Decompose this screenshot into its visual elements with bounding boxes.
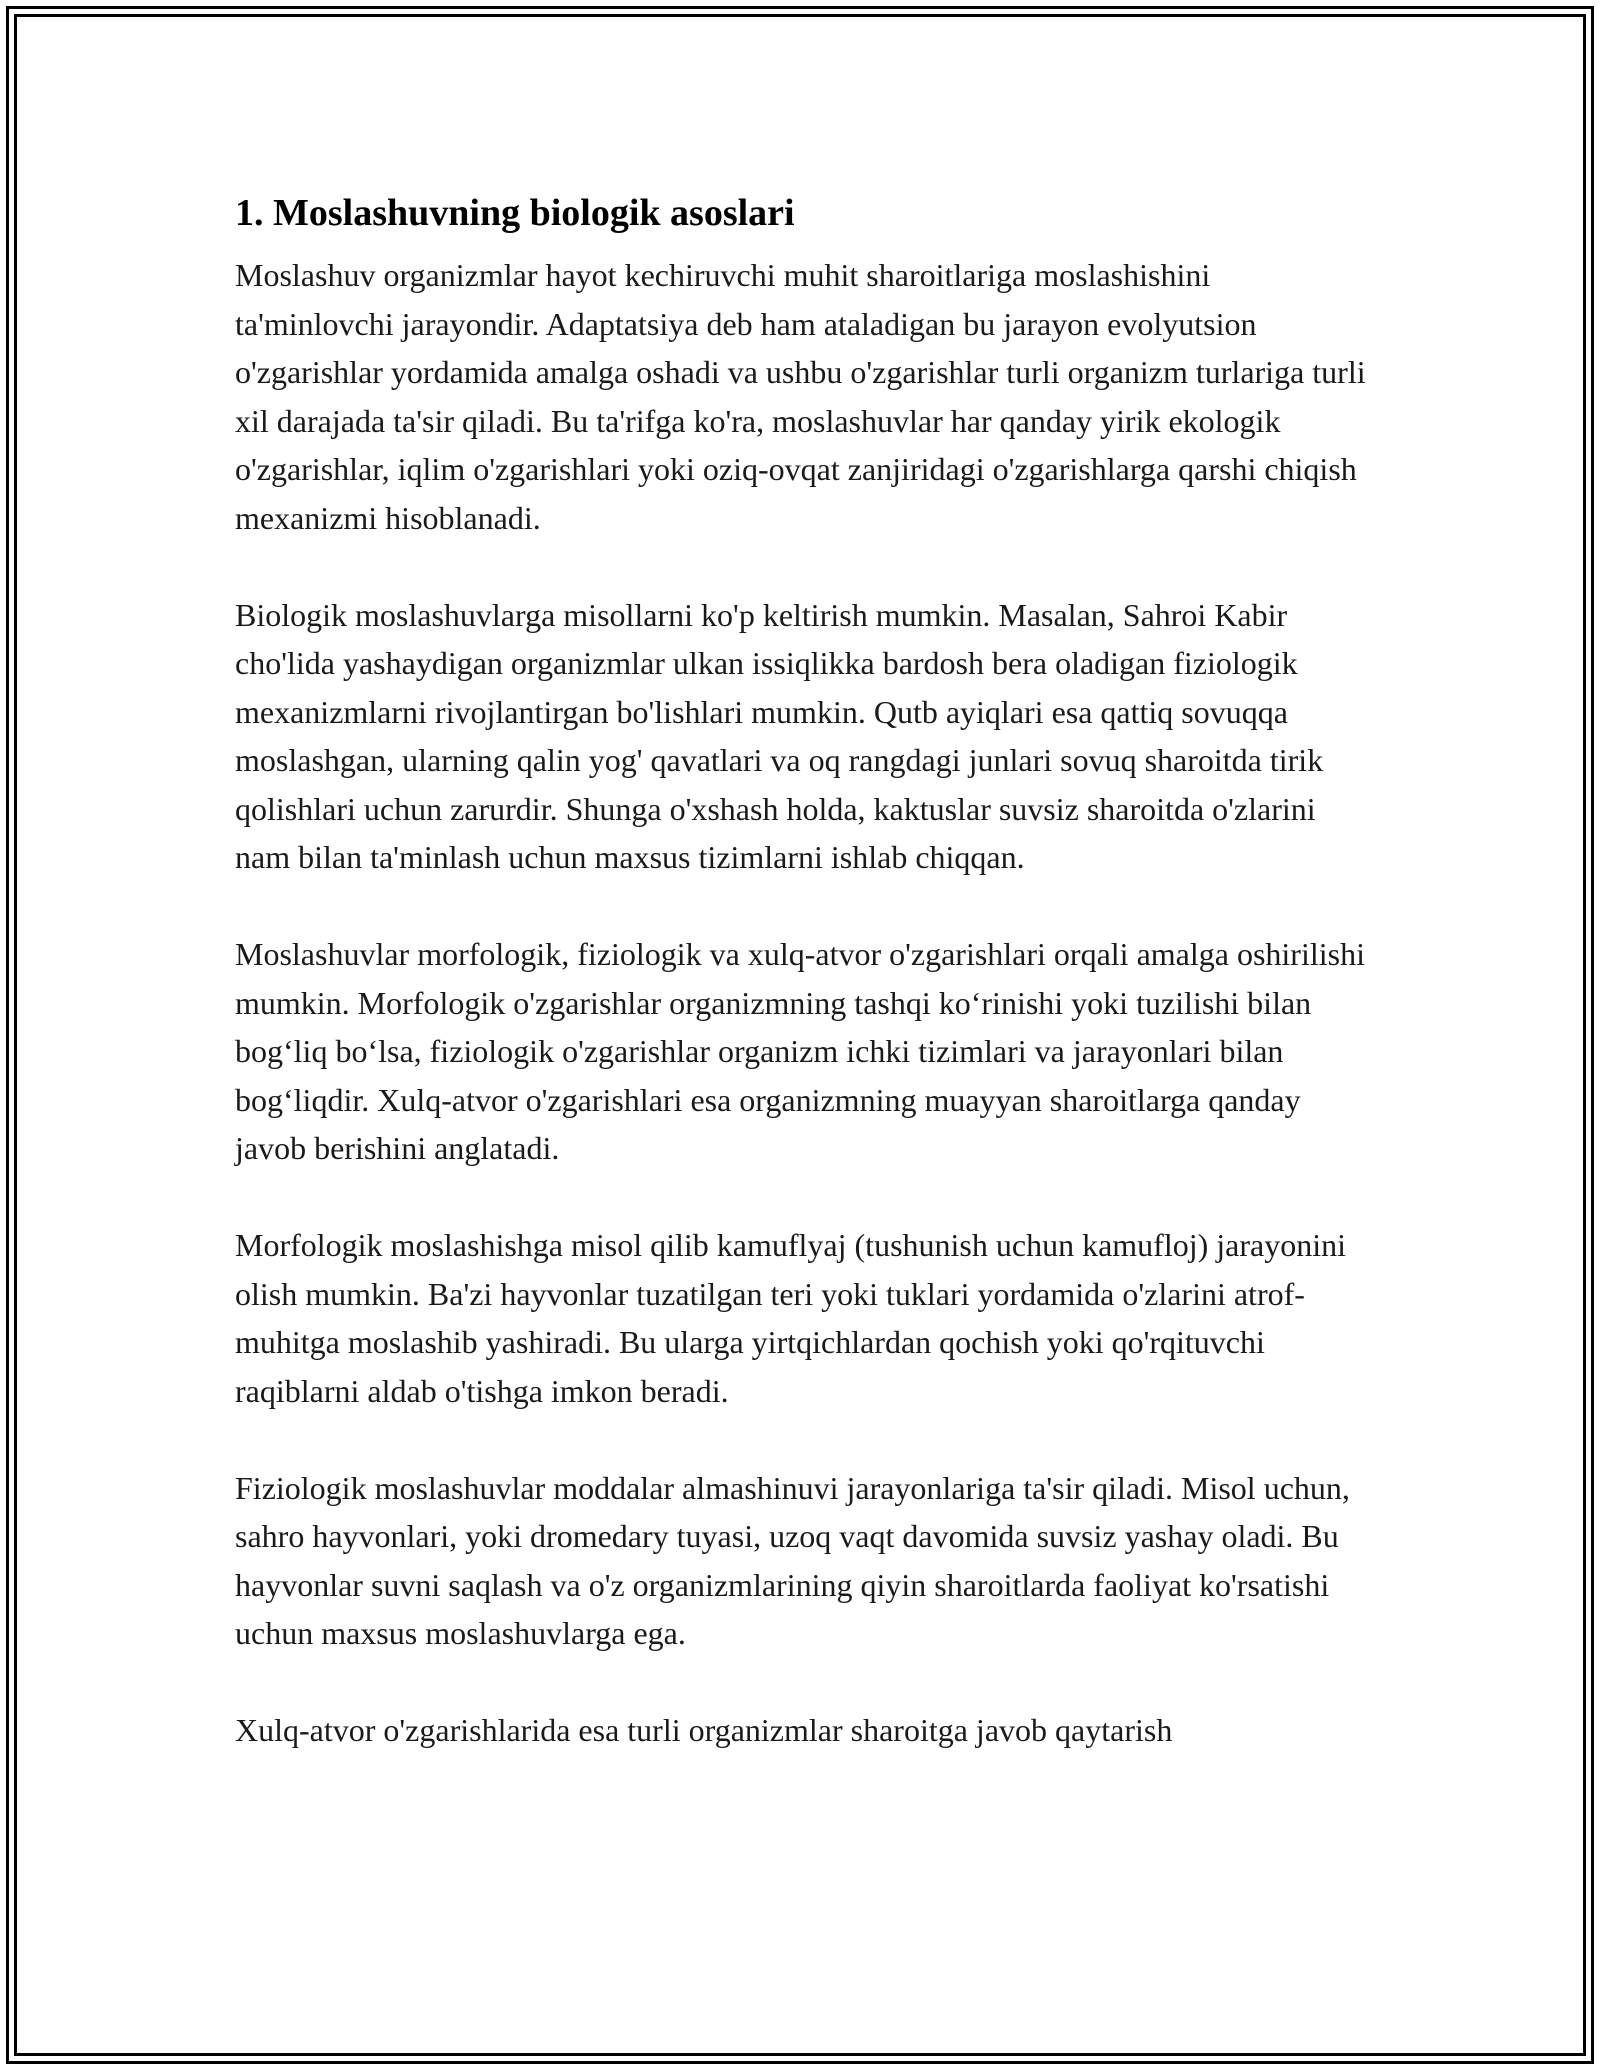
paragraph-types: Moslashuvlar morfologik, fiziologik va xulq-atvor o'zgarishlari orqali amalga oshirilishi mumkin. Morfologik o'zgarishlar organizmning tashqi ko‘rinishi yoki tuzilishi bilan bog‘liq bo‘lsa, fiziologik o'zgarishlar organizm ichki tizimlari va jarayonlari bilan bog‘liqdir. Xulq-atvor o'zgarishlari esa organizmning muayyan sharoitlarga qanday javob berishini anglatadi. — [235, 936, 1365, 1166]
paragraph-physiological: Fiziologik moslashuvlar moddalar almashinuvi jarayonlariga ta'sir qiladi. Misol uchun, sahro hayvonlari, yoki dromedary tuyasi, uzoq vaqt davomida suvsiz yashay oladi. Bu hayvonlar suvni saqlash va o'z organizmlarining qiyin sharoitlarda faoliyat ko'rsatishi uchun maxsus moslashuvlarga ega. — [235, 1469, 1350, 1651]
section-heading: 1. Moslashuvning biologik asoslari — [235, 192, 795, 234]
paragraph-behavioral: Xulq-atvor o'zgarishlarida esa turli organizmlar sharoitga javob qaytarish — [235, 1712, 1173, 1748]
paragraph-examples: Biologik moslashuvlarga misollarni ko'p keltirish mumkin. Masalan, Sahroi Kabir cho'lida yashaydigan organizmlar ulkan issiqlikka bardosh bera oladigan fiziologik mexanizmlarni rivojlantirgan bo'lishlari mumkin. Qutb ayiqlari esa qattiq sovuqqa moslashgan, ularning qalin yog' qavatlari va oq rangdagi junlari sovuq sharoitda tirik qolishlari uchun zarurdir. Shunga o'xshash holda, kaktuslar suvsiz sharoitda o'zlarini nam bilan ta'minlash uchun maxsus tizimlarni ishlab chiqqan. — [235, 596, 1324, 875]
document-body — [235, 183, 1375, 1803]
paragraph-definition: Moslashuv organizmlar hayot kechiruvchi muhit sharoitlariga moslashishini ta'minlovchi jarayondir. Adaptatsiya deb ham ataladigan bu jarayon evolyutsion o'zgarishlar yordamida amalga oshadi va ushbu o'zgarishlar turli organizm turlariga turli xil darajada ta'sir qiladi. Bu ta'rifga ko'ra, moslashuvlar har qanday yirik ekologik o'zgarishlar, iqlim o'zgarishlari yoki oziq-ovqat zanjiridagi o'zgarishlarga qarshi chiqish mexanizmi hisoblanadi. — [235, 257, 1366, 536]
paragraph-morphological: Morfologik moslashishga misol qilib kamuflyaj (tushunish uchun kamufloj) jarayonini olish mumkin. Ba'zi hayvonlar tuzatilgan teri yoki tuklari yordamida o'zlarini atrof-muhitga moslashib yashiradi. Bu ularga yirtqichlardan qochish yoki qo'rqituvchi raqiblarni aldab o'tishga imkon beradi. — [235, 1227, 1346, 1409]
